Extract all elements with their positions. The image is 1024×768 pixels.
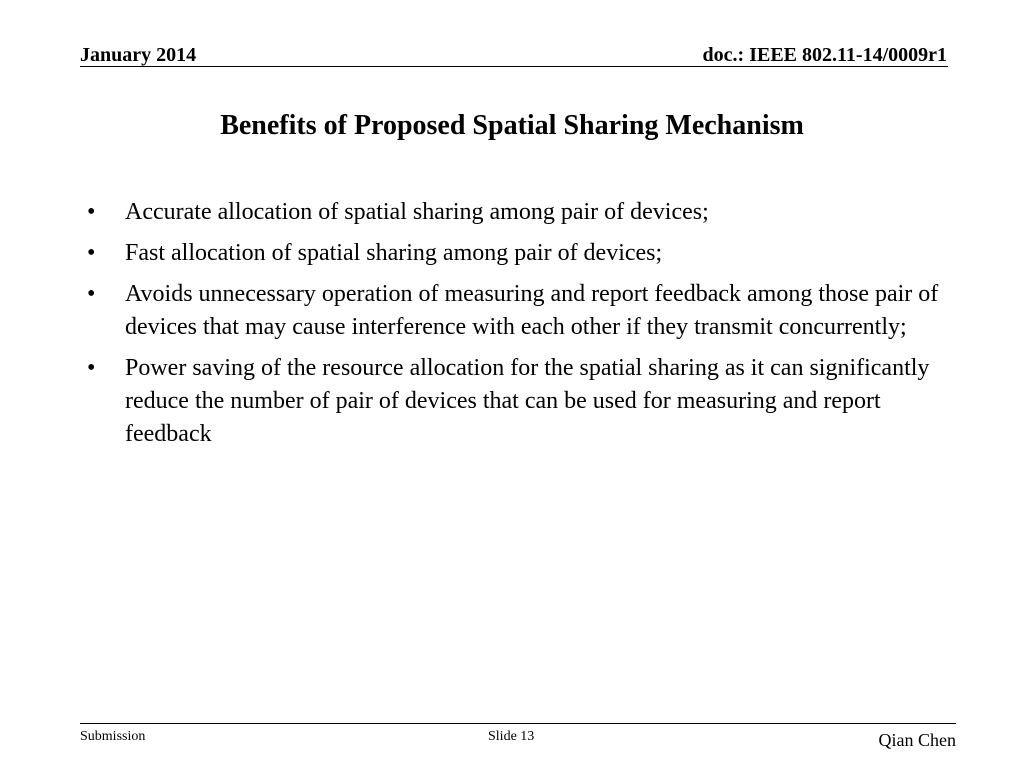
bullet-item [87, 278, 947, 344]
footer-author: Qian Chen [878, 730, 956, 750]
bullet-dot-icon: • [87, 281, 96, 307]
bullet-dot-icon: • [87, 240, 96, 266]
bullet-text: Avoids unnecessary operation of measuring and report feedback among those pair of devices that may cause interference with each other if they transmit concurrently; [125, 281, 939, 340]
slide-title: Benefits of Proposed Spatial Sharing Mechanism [220, 110, 804, 141]
header-divider [80, 66, 948, 67]
footer-slide-number: Slide 13 [488, 729, 535, 744]
bullet-text: Power saving of the resource allocation for the spatial sharing as it can significantly reduce the number of pair of devices that can be used for measuring and report feedback [125, 355, 930, 447]
footer-submission: Submission [80, 729, 146, 744]
header-date: January 2014 [80, 44, 197, 66]
header-doc-id: doc.: IEEE 802.11-14/0009r1 [702, 44, 947, 66]
bullet-item [87, 352, 947, 451]
bullet-dot-icon: • [87, 199, 96, 225]
bullet-item [87, 237, 947, 270]
bullet-item [87, 196, 947, 229]
bullet-list [87, 196, 947, 459]
bullet-dot-icon: • [87, 355, 96, 381]
bullet-text: Fast allocation of spatial sharing among pair of devices; [125, 240, 663, 266]
bullet-text: Accurate allocation of spatial sharing among pair of devices; [125, 199, 709, 225]
footer-divider [80, 723, 956, 724]
